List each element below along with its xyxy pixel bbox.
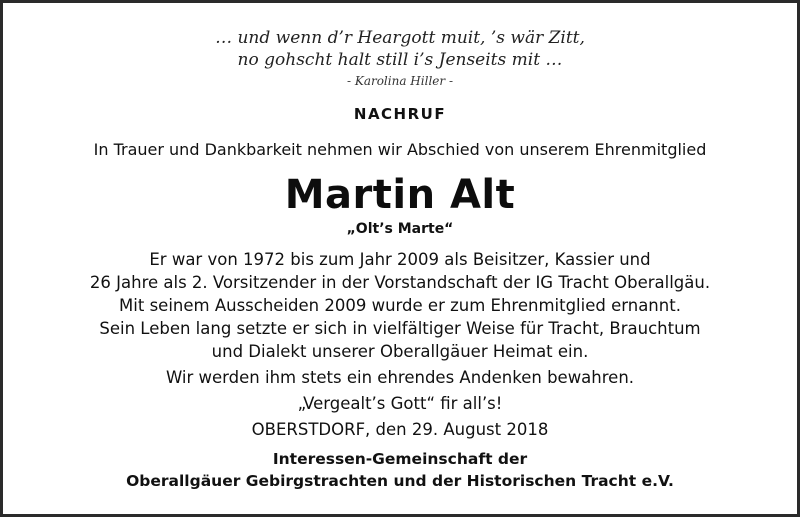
notice-heading: NACHRUF: [353, 105, 447, 123]
deceased-nickname: „Olt’s Marte“: [346, 221, 454, 237]
deceased-name: Martin Alt: [284, 172, 516, 218]
place-date: OBERSTDORF, den 29. August 2018: [251, 420, 549, 439]
organization-line-2: Oberallgäuer Gebirgstrachten und der Historischen Tracht e.V.: [126, 472, 674, 490]
quote-line-2: no gohscht halt still i’s Jenseits mit …: [237, 50, 563, 70]
biography-line: und Dialekt unserer Oberallgäuer Heimat ein.: [211, 342, 589, 361]
intro-text: In Trauer und Dankbarkeit nehmen wir Abschied von unserem Ehrenmitglied: [93, 140, 707, 159]
biography-line: 26 Jahre als 2. Vorsitzender in der Vorstandschaft der IG Tracht Oberallgäu.: [89, 273, 711, 292]
biography-line: Sein Leben lang setzte er sich in vielfältiger Weise für Tracht, Brauchtum: [99, 319, 701, 338]
thanks-text: „Vergealt’s Gott“ fir all’s!: [297, 394, 503, 413]
remembrance-text: Wir werden ihm stets ein ehrendes Andenken bewahren.: [165, 368, 635, 387]
quote-line-1: … und wenn d’r Heargott muit, ’s wär Zitt,: [215, 28, 585, 48]
biography-line: Er war von 1972 bis zum Jahr 2009 als Beisitzer, Kassier und: [149, 250, 651, 269]
organization-line-1: Interessen-Gemeinschaft der: [272, 450, 528, 468]
biography-line: Mit seinem Ausscheiden 2009 wurde er zum Ehrenmitglied ernannt.: [119, 296, 681, 315]
quote-author: - Karolina Hiller -: [346, 74, 453, 88]
